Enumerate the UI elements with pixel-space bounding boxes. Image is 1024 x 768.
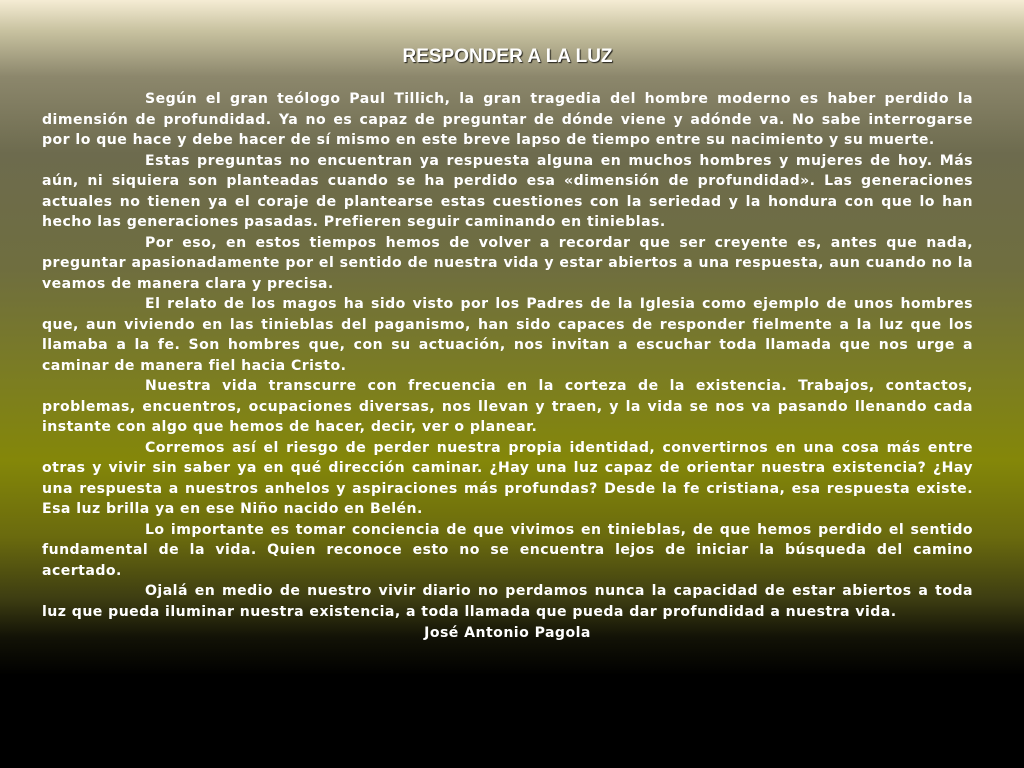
paragraph-3: Por eso, en estos tiempos hemos de volver a recordar que ser creyente es, antes que nada, preguntar apasionadamente por el sentido de nuestra vida y estar abiertos a una respuesta, aun cuando no la veamos de manera clara y precisa. <box>42 234 973 292</box>
article-body <box>42 89 973 622</box>
author-signature: José Antonio Pagola <box>424 625 591 641</box>
paragraph-1: Según el gran teólogo Paul Tillich, la gran tragedia del hombre moderno es haber perdido la dimensión de profundidad. Ya no es capaz de preguntar de dónde viene y adónde va. No sabe interrogarse por lo que hace y debe hacer de sí mismo en este breve lapso de tiempo entre su nacimiento y su muerte. <box>42 91 973 148</box>
page-title: RESPONDER A LA LUZ <box>402 46 613 67</box>
paragraph-4: El relato de los magos ha sido visto por los Padres de la Iglesia como ejemplo de unos hombres que, aun viviendo en las tinieblas del paganismo, han sido capaces de responder fielmente a la luz que los llamaba a la fe. Son hombres que, con su actuación, nos invitan a escuchar toda llamada que nos urge a caminar de manera fiel hacia Cristo. <box>42 296 973 374</box>
paragraph-7: Lo importante es tomar conciencia de que vivimos en tinieblas, de que hemos perdido el sentido fundamental de la vida. Quien reconoce esto no se encuentra lejos de iniciar la búsqueda del camino acertado. <box>42 521 973 579</box>
paragraph-6: Corremos así el riesgo de perder nuestra propia identidad, convertirnos en una cosa más entre otras y vivir sin saber ya en qué dirección caminar. ¿Hay una luz capaz de orientar nuestra existencia? ¿Hay una respuesta a nuestros anhelos y aspiraciones más profundas? Desde la fe cristiana, esa respuesta existe. Esa luz brilla ya en ese Niño nacido en Belén. <box>42 439 973 517</box>
paragraph-5: Nuestra vida transcurre con frecuencia en la corteza de la existencia. Trabajos, contactos, problemas, encuentros, ocupaciones diversas, nos llevan y traen, y la vida se nos va pasando llenando cada instante con algo que hemos de hacer, decir, ver o planear. <box>42 378 973 435</box>
paragraph-2: Estas preguntas no encuentran ya respuesta alguna en muchos hombres y mujeres de hoy. Más aún, ni siquiera son planteadas cuando se ha perdido esa «dimensión de profundidad». Las generaciones actuales no tienen ya el coraje de plantearse estas cuestiones con la seriedad y la hondura con que lo han hecho las generaciones pasadas. Prefieren seguir caminando en tinieblas. <box>42 152 973 230</box>
paragraph-8: Ojalá en medio de nuestro vivir diario no perdamos nunca la capacidad de estar abiertos a toda luz que pueda iluminar nuestra existencia, a toda llamada que pueda dar profundidad a nuestra vida. <box>42 583 973 620</box>
slide-content <box>42 44 973 644</box>
